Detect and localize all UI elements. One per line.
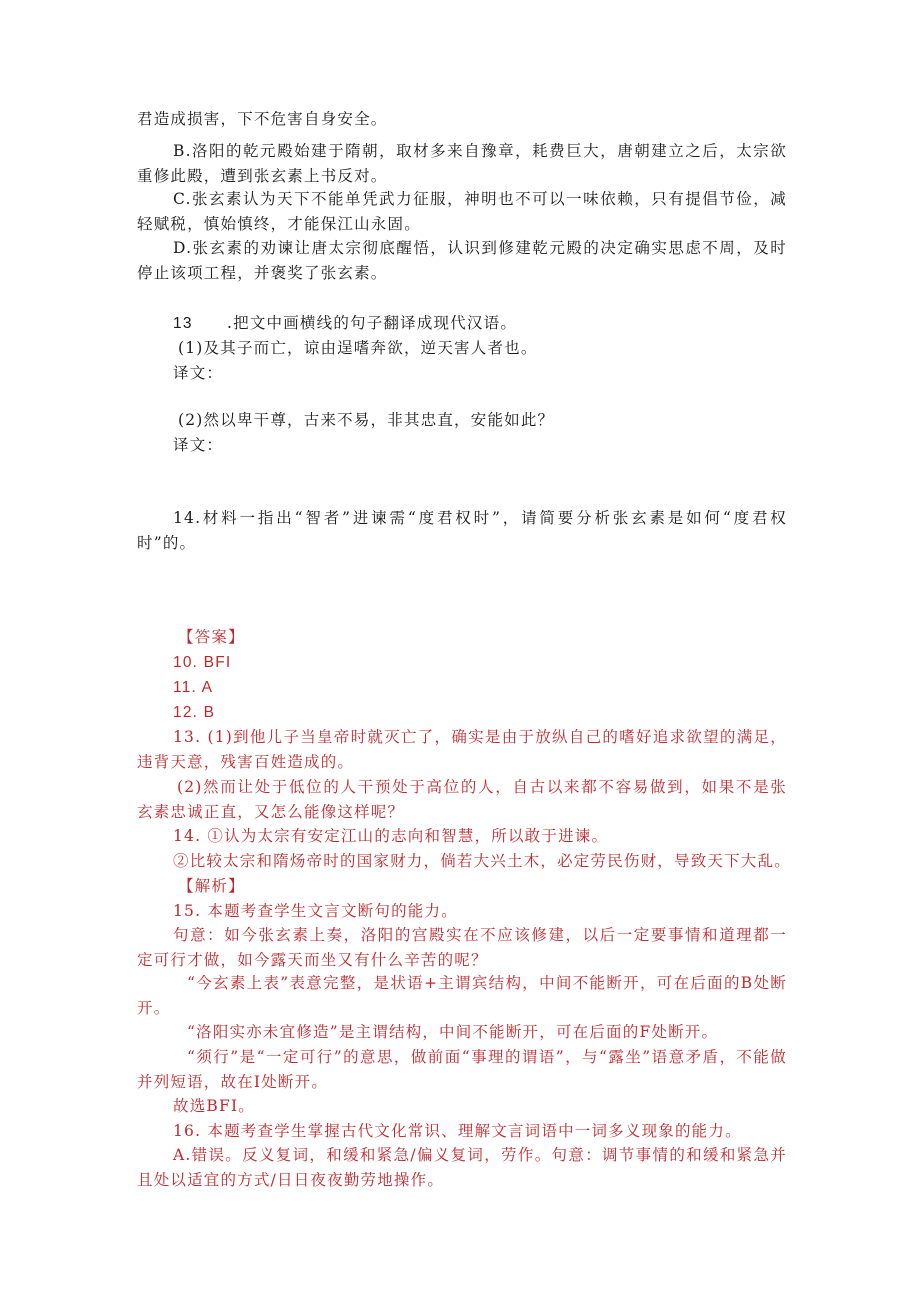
analysis-15-point-3: “须行”是“一定可行”的意思，做前面“事理的谓语”，与“露坐”语意矛盾，不能做并列短语，故在I处断开。 [137, 1048, 787, 1091]
q13-prompt: .把文中画横线的句子翻译成现代汉语。 [227, 314, 518, 332]
answer-11: 11. A [173, 679, 214, 696]
answer-14-2: ②比较太宗和隋炀帝时的国家财力，倘若大兴土木，必定劳民伤财，导致天下大乱。 [173, 852, 791, 870]
q14-prompt: 14.材料一指出“智者”进谏需“度君权时”，请简要分析张玄素是如何“度君权时”的。 [137, 509, 787, 552]
answer-13-1: 13. (1)到他儿子当皇帝时就灭亡了，确实是由于放纵自己的嗜好追求欲望的满足，违背天意，残害百姓造成的。 [137, 728, 787, 771]
answer-10: 10. BFI [173, 654, 232, 671]
analysis-15-meaning: 句意：如今张玄素上奏，洛阳的宫殿实在不应该修建，以后一定要事情和道理都一定可行才做，如今露天而坐又有什么辛苦的呢？ [137, 926, 787, 969]
analysis-16: 16. 本题考查学生掌握古代文化常识、理解文言词语中一词多义现象的能力。 [173, 1122, 742, 1140]
q13-sentence-2: (2)然以卑干尊，古来不易，非其忠直，安能如此？ [178, 411, 555, 429]
analysis-16-option-a: A.错误。反义复词，和缓和紧急/偏义复词，劳作。句意：调节事情的和缓和紧急并且处以适宜的方式/日日夜夜勤劳地操作。 [137, 1146, 787, 1189]
q12-option-c: C.张玄素认为天下不能单凭武力征服，神明也不可以一味依赖，只有提倡节俭，减轻赋税，慎始慎终，才能保江山永固。 [137, 190, 787, 233]
q13-number: 13 [173, 315, 193, 332]
q12-option-d: D.张玄素的劝谏让唐太宗彻底醒悟，认识到修建乾元殿的决定确实思虑不周，及时停止该项工程，并褒奖了张玄素。 [137, 239, 787, 282]
q12-option-b: B.洛阳的乾元殿始建于隋朝，取材多来自豫章，耗费巨大，唐朝建立之后，太宗欲重修此殿，遭到张玄素上书反对。 [137, 142, 787, 185]
analysis-15: 15. 本题考查学生文言文断句的能力。 [173, 902, 458, 920]
analysis-15-point-1: “今玄素上表”表意完整，是状语+主谓宾结构，中间不能断开，可在后面的B处断开。 [137, 974, 787, 1017]
q13-translation-label-1: 译文： [173, 364, 224, 382]
q13-sentence-1: (1)及其子而亡，谅由逞嗜奔欲，逆天害人者也。 [178, 339, 538, 357]
q13-translation-label-2: 译文： [173, 436, 224, 454]
q12-continuation: 君造成损害，下不危害自身安全。 [137, 110, 388, 128]
analysis-15-choice: 故选BFI。 [173, 1097, 255, 1115]
answer-14-1: 14. ①认为太宗有安定江山的志向和智慧，所以敢于进谏。 [173, 827, 609, 845]
answer-12: 12. B [173, 704, 216, 721]
answers-heading: 【答案】 [178, 628, 245, 646]
analysis-heading: 【解析】 [178, 877, 245, 895]
answer-13-2: (2)然而让处于低位的人干预处于高位的人，自古以来都不容易做到，如果不是张玄素忠诚正直，又怎么能像这样呢？ [137, 778, 787, 821]
analysis-15-point-2: “洛阳实亦未宜修造”是主谓结构，中间不能断开，可在后面的F处断开。 [187, 1023, 719, 1041]
